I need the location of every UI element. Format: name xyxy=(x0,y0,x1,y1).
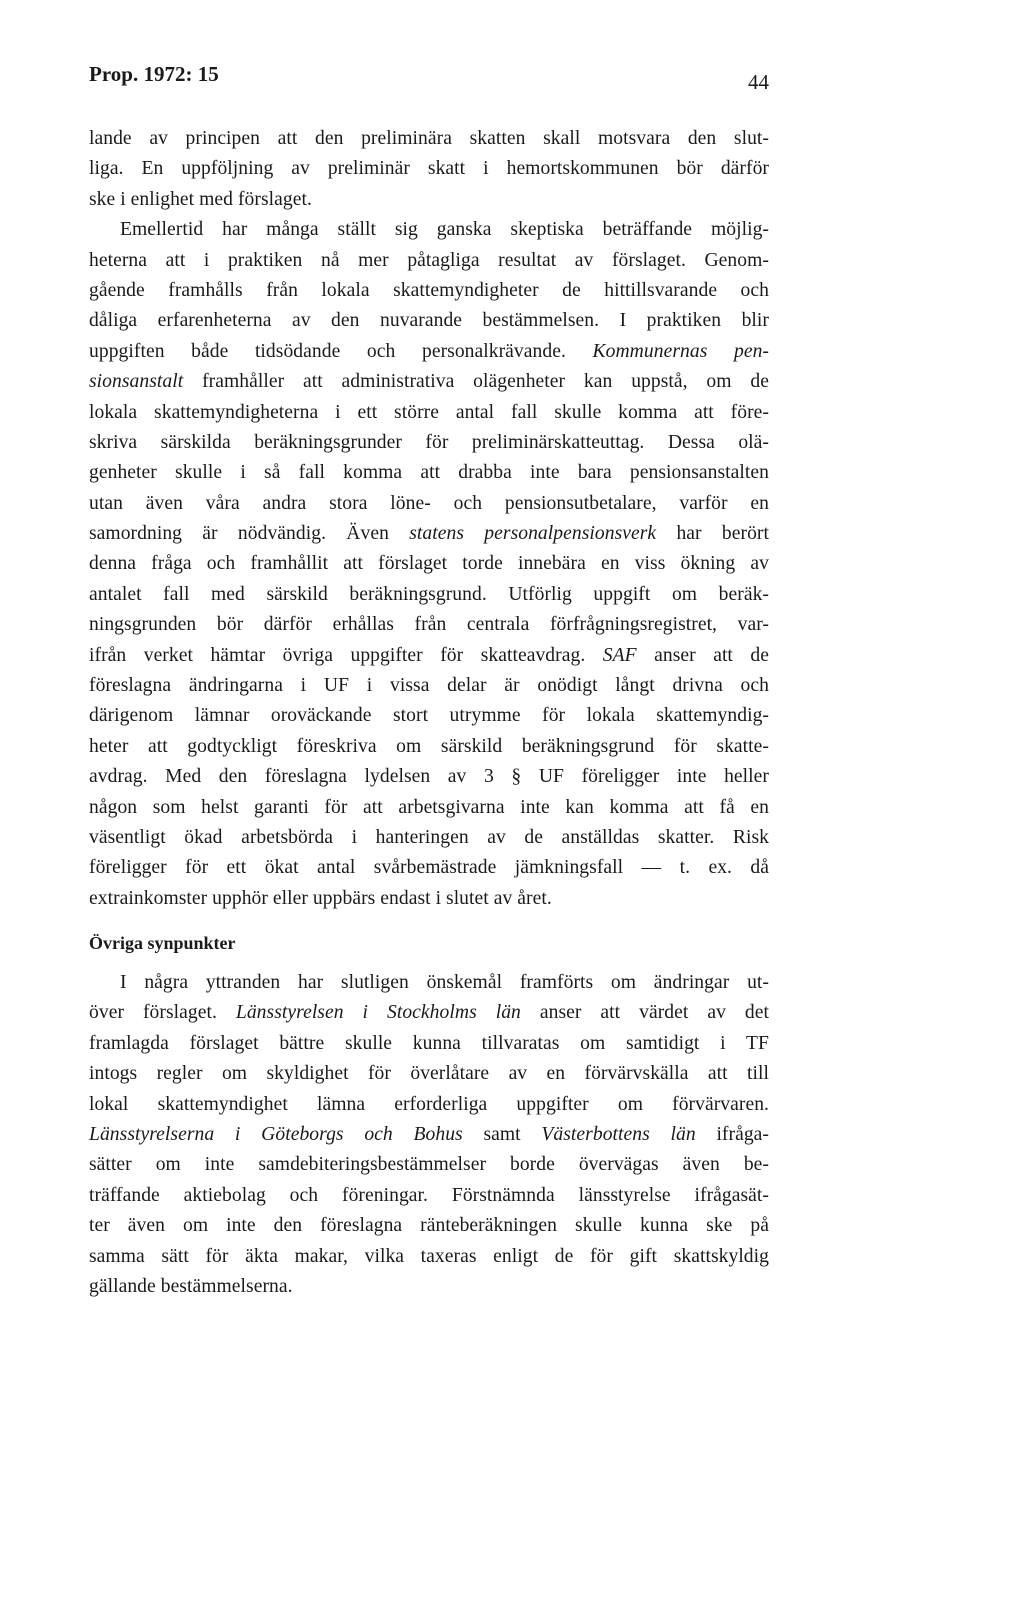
text-line: Länsstyrelserna i Göteborgs och Bohus samt Västerbottens län ifråga- xyxy=(89,1123,770,1145)
text-line: föreligger för ett ökat antal svårbemästrade jämkningsfall — t. ex. då xyxy=(89,857,769,879)
text-line: heter att godtyckligt föreskriva om särskild beräkningsgrund för skatte- xyxy=(89,735,769,757)
text-line: genheter skulle i så fall komma att drabba inte bara pensionsanstalten xyxy=(89,462,769,484)
italic-organization-name: sionsanstalt xyxy=(89,371,184,393)
text-line: samma sätt för äkta makar, vilka taxeras enligt de för gift skattskyldig xyxy=(89,1245,769,1267)
italic-organization-name: SAF xyxy=(602,644,637,666)
text-line: väsentligt ökad arbetsbörda i hanteringen av de anställdas skatter. Risk xyxy=(89,826,769,848)
text-line: liga. En uppföljning av preliminär skatt i hemortskommunen bör därför xyxy=(89,158,769,180)
italic-organization-name: Länsstyrelsen i Stockholms län xyxy=(235,1002,521,1024)
text-line: träffande aktiebolag och föreningar. Förstnämnda länsstyrelse ifrågasät- xyxy=(89,1184,769,1206)
text-line: gällande bestämmelserna. xyxy=(89,1275,293,1297)
text-line: antalet fall med särskild beräkningsgrund. Utförlig uppgift om beräk- xyxy=(89,583,769,605)
text-line: skriva särskilda beräkningsgrunder för preliminärskatteuttag. Dessa olä- xyxy=(89,431,769,453)
text-line: dåliga erfarenheterna av den nuvarande bestämmelsen. I praktiken blir xyxy=(89,310,769,332)
text-line: sätter om inte samdebiteringsbestämmelser borde övervägas även be- xyxy=(89,1154,769,1176)
page-number: 44 xyxy=(748,70,769,94)
page-header xyxy=(89,62,769,92)
document-reference: Prop. 1972: 15 xyxy=(89,62,219,86)
text-line: lokal skattemyndighet lämna erforderliga uppgifter om förvärvaren. xyxy=(89,1093,769,1115)
text-line: uppgiften både tidsödande och personalkrävande. Kommunernas pen- xyxy=(89,340,769,362)
text-line: extrainkomster upphör eller uppbärs endast i slutet av året. xyxy=(89,887,552,909)
text-line: därigenom lämnar oroväckande stort utrymme för lokala skattemyndig- xyxy=(89,705,769,727)
section-heading: Övriga synpunkter xyxy=(89,933,236,953)
body-text-block-2 xyxy=(89,968,769,1302)
text-line: utan även våra andra stora löne- och pensionsutbetalare, varför en xyxy=(89,492,769,514)
italic-organization-name: Kommunernas pen- xyxy=(592,340,769,362)
text-line: någon som helst garanti för att arbetsgivarna inte kan komma att få en xyxy=(89,796,769,818)
text-line: föreslagna ändringarna i UF i vissa delar är onödigt långt drivna och xyxy=(89,675,769,697)
italic-organization-name: Västerbottens län xyxy=(541,1123,696,1145)
italic-organization-name: Länsstyrelserna i Göteborgs och Bohus xyxy=(89,1123,463,1145)
text-line: lande av principen att den preliminära skatten skall motsvara den slut- xyxy=(89,128,769,149)
text-line: avdrag. Med den föreslagna lydelsen av 3 § UF föreligger inte heller xyxy=(89,766,769,788)
text-line: ter även om inte den föreslagna ränteberäkningen skulle kunna ske på xyxy=(89,1215,769,1237)
text-line: samordning är nödvändig. Även statens personalpensionsverk har berört xyxy=(89,523,769,545)
text-line: Emellertid har många ställt sig ganska skeptiska beträffande möjlig- xyxy=(120,219,769,241)
text-line: denna fråga och framhållit att förslaget torde innebära en viss ökning av xyxy=(89,553,769,575)
text-line: ningsgrunden bör därför erhållas från centrala förfrågningsregistret, var- xyxy=(89,614,769,636)
text-line: lokala skattemyndigheterna i ett större antal fall skulle komma att före- xyxy=(89,401,769,423)
text-line: I några yttranden har slutligen önskemål framförts om ändringar ut- xyxy=(120,972,769,993)
text-line: över förslaget. Länsstyrelsen i Stockholms län anser att värdet av det xyxy=(89,1002,769,1024)
text-line: gående framhålls från lokala skattemyndigheter de hittillsvarande och xyxy=(89,279,769,301)
text-line: ifrån verket hämtar övriga uppgifter för skatteavdrag. SAF anser att de xyxy=(89,644,770,666)
italic-organization-name: statens personalpensionsverk xyxy=(409,523,657,545)
text-line: sionsanstalt framhåller att administrativa olägenheter kan uppstå, om de xyxy=(89,371,769,393)
text-line: ske i enlighet med förslaget. xyxy=(89,188,312,210)
text-line: intogs regler om skyldighet för överlåtare av en förvärvskälla att till xyxy=(89,1063,769,1085)
text-line: framlagda förslaget bättre skulle kunna tillvaratas om samtidigt i TF xyxy=(89,1032,769,1054)
body-text-block-1 xyxy=(89,124,769,914)
text-line: heterna att i praktiken nå mer påtagliga resultat av förslaget. Genom- xyxy=(89,249,769,271)
